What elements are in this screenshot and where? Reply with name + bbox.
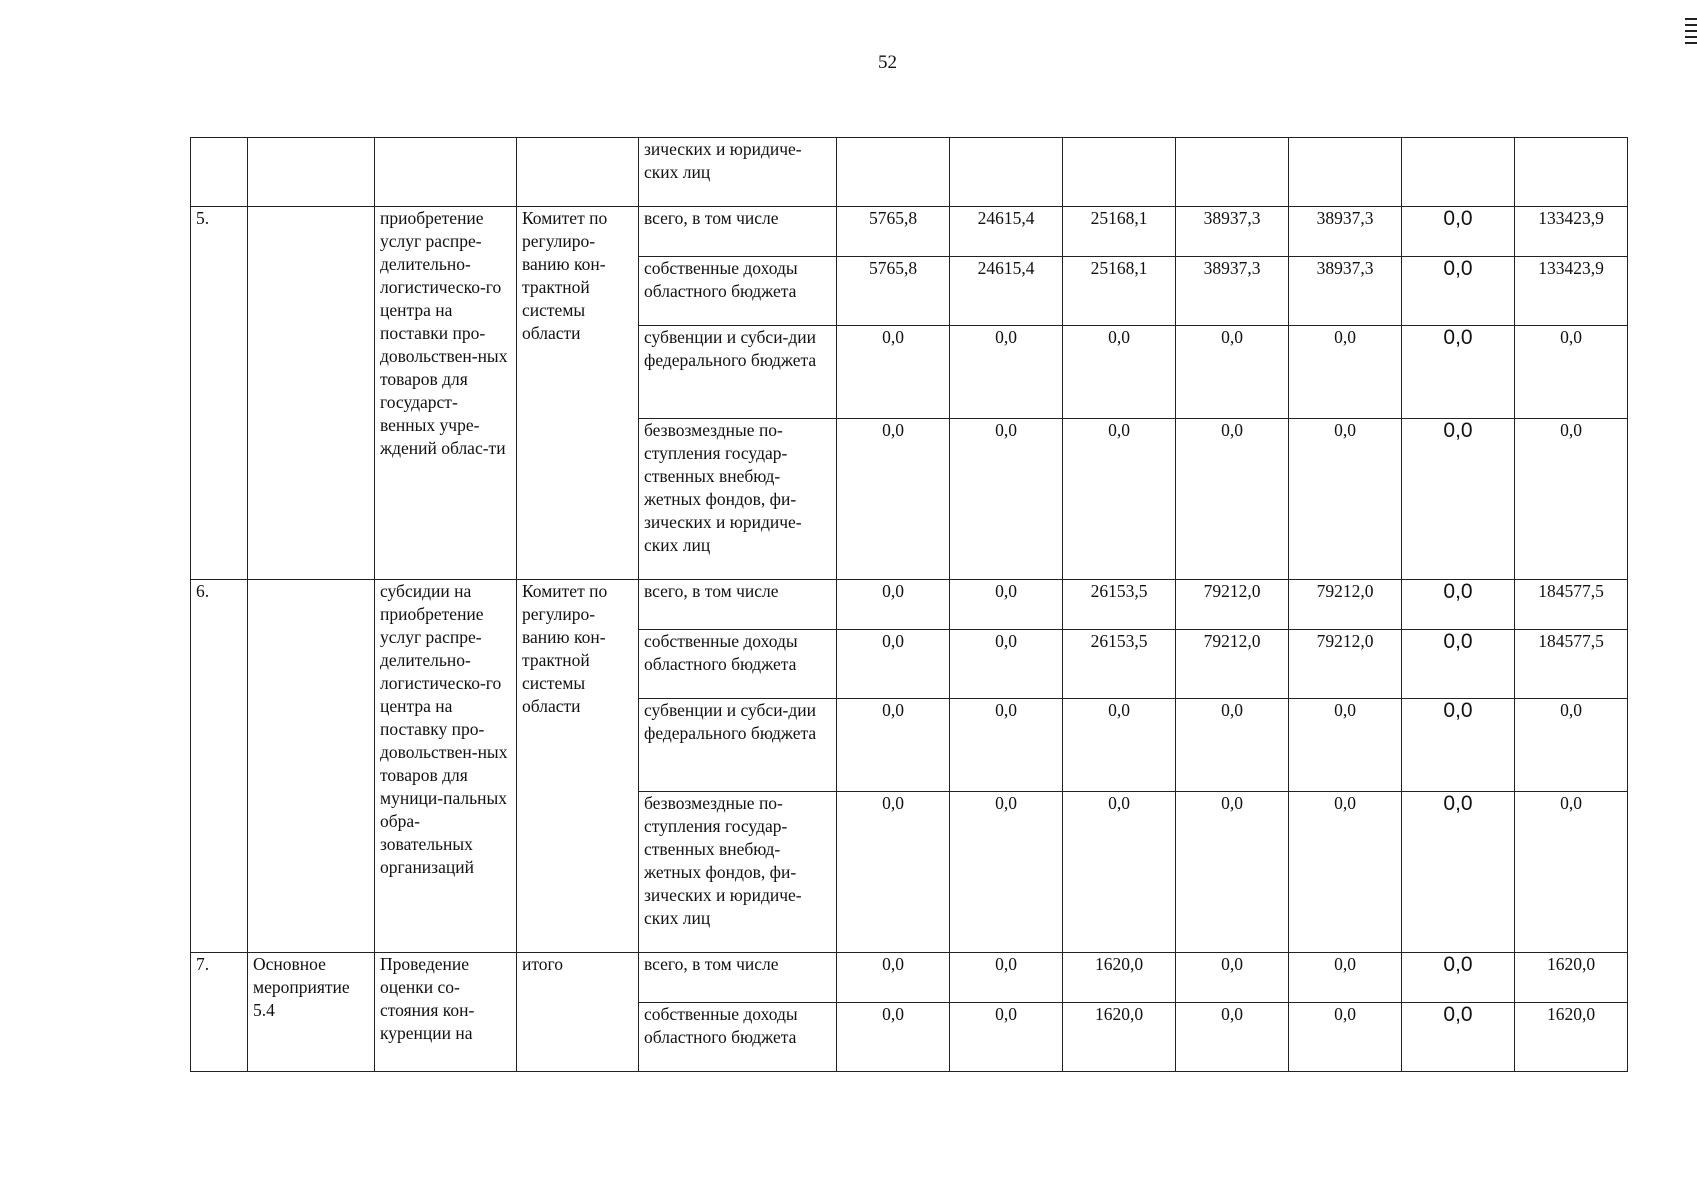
- amount-cell: 0,0: [1515, 699, 1628, 792]
- measure-name: Проведение оценки со-стояния кон-куренции на: [375, 953, 517, 1072]
- amount-cell: 5765,8: [837, 207, 950, 257]
- funding-source-label: субвенции и субси-дии федерального бюджета: [639, 326, 837, 419]
- amount-cell: 79212,0: [1289, 580, 1402, 630]
- amount-cell: 0,0: [1402, 953, 1515, 1003]
- amount-cell: 0,0: [1402, 792, 1515, 953]
- amount-cell: 79212,0: [1289, 630, 1402, 699]
- amount-cell: 0,0: [1402, 326, 1515, 419]
- funding-source-label: безвозмездные по-ступления государ-ственных внебюд-жетных фондов, фи-зических и юридиче-ских лиц: [639, 419, 837, 580]
- amount-cell: 0,0: [1176, 326, 1289, 419]
- budget-table-body: [191, 138, 1628, 1072]
- amount-cell: 0,0: [837, 1003, 950, 1072]
- value-cell: [950, 138, 1063, 207]
- amount-cell: 0,0: [1176, 1003, 1289, 1072]
- amount-cell: 0,0: [950, 419, 1063, 580]
- amount-cell: 0,0: [950, 326, 1063, 419]
- amount-cell: 26153,5: [1063, 580, 1176, 630]
- amount-cell: 0,0: [1515, 792, 1628, 953]
- amount-cell: 1620,0: [1063, 1003, 1176, 1072]
- amount-cell: 0,0: [1176, 419, 1289, 580]
- amount-cell: 79212,0: [1176, 630, 1289, 699]
- amount-cell: 0,0: [1402, 207, 1515, 257]
- amount-cell: 38937,3: [1176, 207, 1289, 257]
- amount-cell: 38937,3: [1289, 257, 1402, 326]
- amount-cell: 0,0: [837, 326, 950, 419]
- amount-cell: 0,0: [1402, 580, 1515, 630]
- amount-cell: 24615,4: [950, 207, 1063, 257]
- amount-cell: 0,0: [837, 580, 950, 630]
- amount-cell: 184577,5: [1515, 630, 1628, 699]
- responsible-cell: [517, 138, 639, 207]
- amount-cell: 0,0: [1063, 326, 1176, 419]
- name-cell: [375, 138, 517, 207]
- row-index: 6.: [191, 580, 248, 953]
- amount-cell: 184577,5: [1515, 580, 1628, 630]
- amount-cell: 0,0: [1063, 792, 1176, 953]
- scan-edge-marks: [1685, 18, 1697, 48]
- amount-cell: 1620,0: [1515, 1003, 1628, 1072]
- table-row-continuation: [191, 138, 1628, 207]
- event-cell: [248, 138, 375, 207]
- amount-cell: 0,0: [950, 1003, 1063, 1072]
- amount-cell: 0,0: [1289, 953, 1402, 1003]
- event-label: Основное мероприятие 5.4: [248, 953, 375, 1072]
- amount-cell: 0,0: [1289, 699, 1402, 792]
- amount-cell: 0,0: [1063, 419, 1176, 580]
- amount-cell: 133423,9: [1515, 257, 1628, 326]
- table-row: [191, 207, 1628, 257]
- amount-cell: 0,0: [837, 699, 950, 792]
- funding-source-label: собственные доходы областного бюджета: [639, 630, 837, 699]
- amount-cell: 1620,0: [1515, 953, 1628, 1003]
- amount-cell: 0,0: [950, 580, 1063, 630]
- value-cell: [837, 138, 950, 207]
- amount-cell: 0,0: [1402, 419, 1515, 580]
- amount-cell: 1620,0: [1063, 953, 1176, 1003]
- amount-cell: 0,0: [1176, 792, 1289, 953]
- event-label: [248, 580, 375, 953]
- responsible-executor: итого: [517, 953, 639, 1072]
- amount-cell: 0,0: [950, 953, 1063, 1003]
- value-cell: [1176, 138, 1289, 207]
- responsible-executor: Комитет по регулиро-ванию кон-трактной системы области: [517, 580, 639, 953]
- table-row: [191, 953, 1628, 1003]
- page-number: 52: [878, 52, 897, 73]
- funding-source-label: всего, в том числе: [639, 953, 837, 1003]
- amount-cell: 0,0: [1063, 699, 1176, 792]
- amount-cell: 38937,3: [1176, 257, 1289, 326]
- table-row: [191, 580, 1628, 630]
- amount-cell: 0,0: [1289, 1003, 1402, 1072]
- measure-name: приобретение услуг распре-делительно-логистическо-го центра на поставки про-довольствен-ных товаров для государст-венных учре-ждений облас-ти: [375, 207, 517, 580]
- amount-cell: 0,0: [1515, 326, 1628, 419]
- amount-cell: 0,0: [1402, 257, 1515, 326]
- amount-cell: 0,0: [1176, 699, 1289, 792]
- amount-cell: 79212,0: [1176, 580, 1289, 630]
- amount-cell: 0,0: [950, 699, 1063, 792]
- value-cell: [1515, 138, 1628, 207]
- funding-source-label: собственные доходы областного бюджета: [639, 257, 837, 326]
- amount-cell: 0,0: [837, 630, 950, 699]
- amount-cell: 5765,8: [837, 257, 950, 326]
- funding-source-label: всего, в том числе: [639, 207, 837, 257]
- amount-cell: 0,0: [837, 419, 950, 580]
- amount-cell: 26153,5: [1063, 630, 1176, 699]
- funding-source-label: собственные доходы областного бюджета: [639, 1003, 837, 1072]
- amount-cell: 25168,1: [1063, 257, 1176, 326]
- measure-name: субсидии на приобретение услуг распре-делительно-логистическо-го центра на поставку про-довольствен-ных товаров для муници-пальных обра-зовательных организаций: [375, 580, 517, 953]
- amount-cell: 0,0: [837, 792, 950, 953]
- amount-cell: 0,0: [1289, 419, 1402, 580]
- row-index: 5.: [191, 207, 248, 580]
- budget-table: [190, 137, 1628, 1072]
- amount-cell: 0,0: [1289, 326, 1402, 419]
- amount-cell: 0,0: [1515, 419, 1628, 580]
- funding-source-cell: зических и юридиче- ских лиц: [639, 138, 837, 207]
- amount-cell: 0,0: [1289, 792, 1402, 953]
- value-cell: [1289, 138, 1402, 207]
- amount-cell: 0,0: [1402, 1003, 1515, 1072]
- amount-cell: 25168,1: [1063, 207, 1176, 257]
- responsible-executor: Комитет по регулиро-ванию кон-трактной системы области: [517, 207, 639, 580]
- amount-cell: 0,0: [837, 953, 950, 1003]
- amount-cell: 0,0: [950, 630, 1063, 699]
- value-cell: [1063, 138, 1176, 207]
- amount-cell: 0,0: [1176, 953, 1289, 1003]
- value-cell: [1402, 138, 1515, 207]
- funding-source-label: всего, в том числе: [639, 580, 837, 630]
- event-label: [248, 207, 375, 580]
- funding-source-label: безвозмездные по-ступления государ-ственных внебюд-жетных фондов, фи-зических и юридиче-ских лиц: [639, 792, 837, 953]
- amount-cell: 133423,9: [1515, 207, 1628, 257]
- amount-cell: 0,0: [1402, 630, 1515, 699]
- amount-cell: 38937,3: [1289, 207, 1402, 257]
- amount-cell: 0,0: [950, 792, 1063, 953]
- amount-cell: 0,0: [1402, 699, 1515, 792]
- index-cell: [191, 138, 248, 207]
- funding-source-label: субвенции и субси-дии федерального бюджета: [639, 699, 837, 792]
- amount-cell: 24615,4: [950, 257, 1063, 326]
- row-index: 7.: [191, 953, 248, 1072]
